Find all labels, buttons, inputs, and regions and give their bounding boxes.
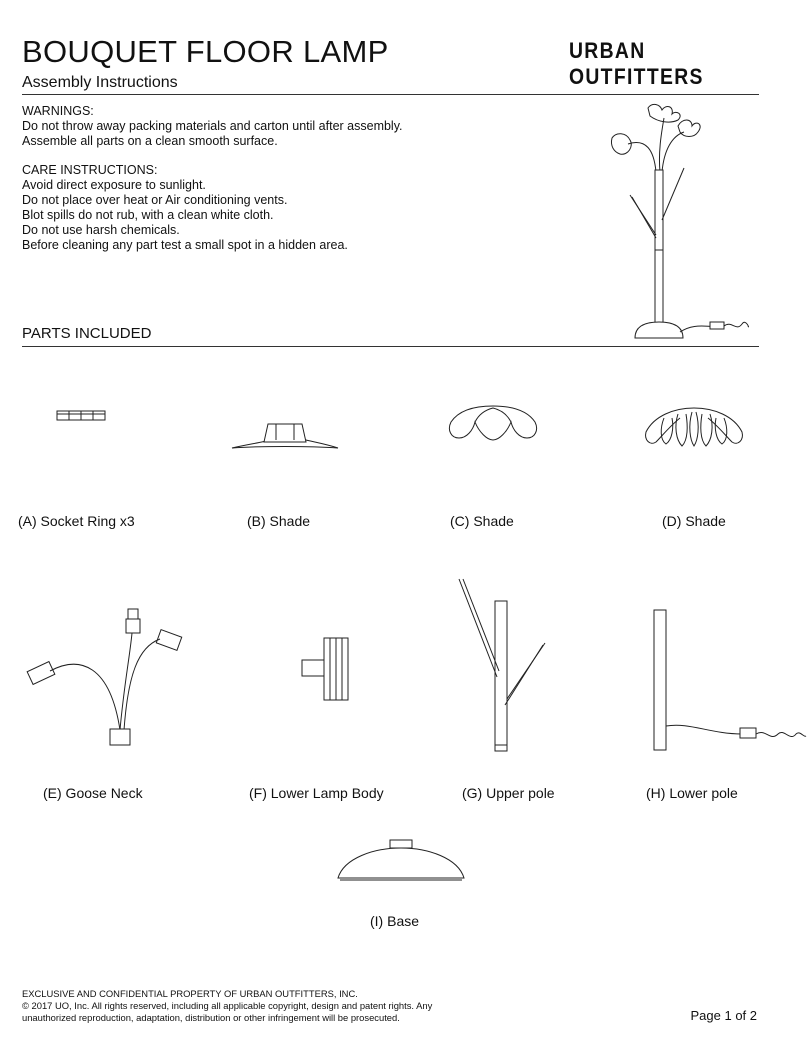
part-label-g: (G) Upper pole <box>462 785 555 801</box>
parts-divider <box>22 346 759 347</box>
socket-ring-illustration <box>55 408 107 424</box>
care-line: Do not use harsh chemicals. <box>22 223 180 237</box>
assembled-lamp-illustration <box>600 100 760 345</box>
document-title: BOUQUET FLOOR LAMP <box>22 34 389 69</box>
warnings-section <box>22 104 403 149</box>
part-label-d: (D) Shade <box>662 513 726 529</box>
parts-heading: PARTS INCLUDED <box>22 325 152 342</box>
shade-b-illustration <box>230 418 340 452</box>
lower-lamp-body-illustration <box>300 636 350 706</box>
footer-line: © 2017 UO, Inc. All rights reserved, including all applicable copyright, design and patent rights. Any <box>22 1000 433 1011</box>
brand-logo: URBAN OUTFITTERS <box>569 38 704 89</box>
care-section <box>22 163 348 253</box>
document-subtitle: Assembly Instructions <box>22 74 178 91</box>
part-label-i: (I) Base <box>370 913 420 929</box>
shade-c-illustration <box>445 402 541 446</box>
shade-d-illustration <box>642 404 746 450</box>
part-label-c: (C) Shade <box>450 513 514 529</box>
part-label-f: (F) Lower Lamp Body <box>249 785 384 801</box>
care-line: Avoid direct exposure to sunlight. <box>22 178 206 192</box>
care-line: Before cleaning any part test a small spot in a hidden area. <box>22 238 348 252</box>
part-label-e: (E) Goose Neck <box>43 785 143 801</box>
warnings-heading: WARNINGS: <box>22 104 94 118</box>
upper-pole-illustration <box>455 575 550 755</box>
goose-neck-illustration <box>20 605 200 755</box>
care-heading: CARE INSTRUCTIONS: <box>22 163 158 177</box>
footer-line: unauthorized reproduction, adaptation, distribution or other infringement will be prosecuted. <box>22 1012 400 1023</box>
lower-pole-illustration <box>650 608 808 756</box>
warning-line: Do not throw away packing materials and carton until after assembly. <box>22 119 403 133</box>
care-line: Do not place over heat or Air conditioning vents. <box>22 193 288 207</box>
page-number: Page 1 of 2 <box>690 1008 757 1023</box>
part-label-b: (B) Shade <box>247 513 311 529</box>
footer-legal <box>22 988 432 1024</box>
care-line: Blot spills do not rub, with a clean white cloth. <box>22 208 274 222</box>
part-label-a: (A) Socket Ring x3 <box>18 513 135 529</box>
header-divider <box>22 94 759 95</box>
base-illustration <box>334 836 468 884</box>
footer-line: EXCLUSIVE AND CONFIDENTIAL PROPERTY OF URBAN OUTFITTERS, INC. <box>22 988 358 999</box>
part-label-h: (H) Lower pole <box>646 785 738 801</box>
warning-line: Assemble all parts on a clean smooth surface. <box>22 134 278 148</box>
